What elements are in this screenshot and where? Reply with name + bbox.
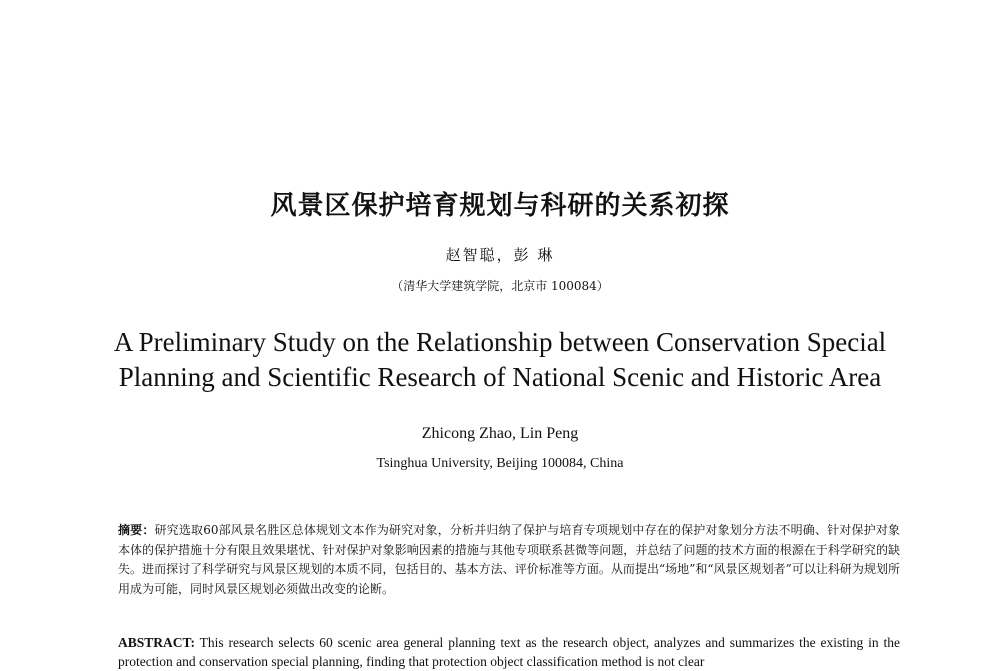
chinese-abstract bbox=[118, 521, 900, 599]
english-abstract-label: ABSTRACT: bbox=[118, 635, 196, 650]
english-abstract-text: This research selects 60 scenic area general planning text as the research object, analyzes and summarizes the existing in the protection and conservation special planning, finding that protection object classification method is not clear bbox=[118, 635, 900, 669]
english-affiliation: Tsinghua University, Beijing 100084, China bbox=[376, 456, 624, 471]
chinese-affiliation: （清华大学建筑学院，北京市 100084） bbox=[391, 279, 609, 293]
chinese-abstract-label: 摘要： bbox=[118, 523, 155, 537]
english-title: A Preliminary Study on the Relationship between Conservation Special Planning and Scientific Research of National Scenic and Historic Area bbox=[113, 327, 887, 392]
chinese-title: 风景区保护培育规划与科研的关系初探 bbox=[270, 191, 730, 221]
english-abstract bbox=[118, 633, 900, 671]
chinese-abstract-text: 研究选取60部风景名胜区总体规划文本作为研究对象，分析并归纳了保护与培育专项规划中存在的保护对象划分方法不明确、针对保护对象本体的保护措施十分有限且效果堪忧、针对保护对象影响因素的措施与其他专项联系甚微等问题，并总结了问题的技术方面的根源在于科学研究的缺失。进而探讨了科学研究与风景区规划的本质不同，包括目的、基本方法、评价标准等方面。从而提出“场地”和“风景区规划者”可以让科研为规划所用成为可能，同时风景区规划必须做出改变的论断。 bbox=[118, 523, 900, 596]
chinese-authors: 赵智聪，彭 琳 bbox=[445, 246, 555, 264]
english-authors: Zhicong Zhao, Lin Peng bbox=[421, 425, 579, 442]
